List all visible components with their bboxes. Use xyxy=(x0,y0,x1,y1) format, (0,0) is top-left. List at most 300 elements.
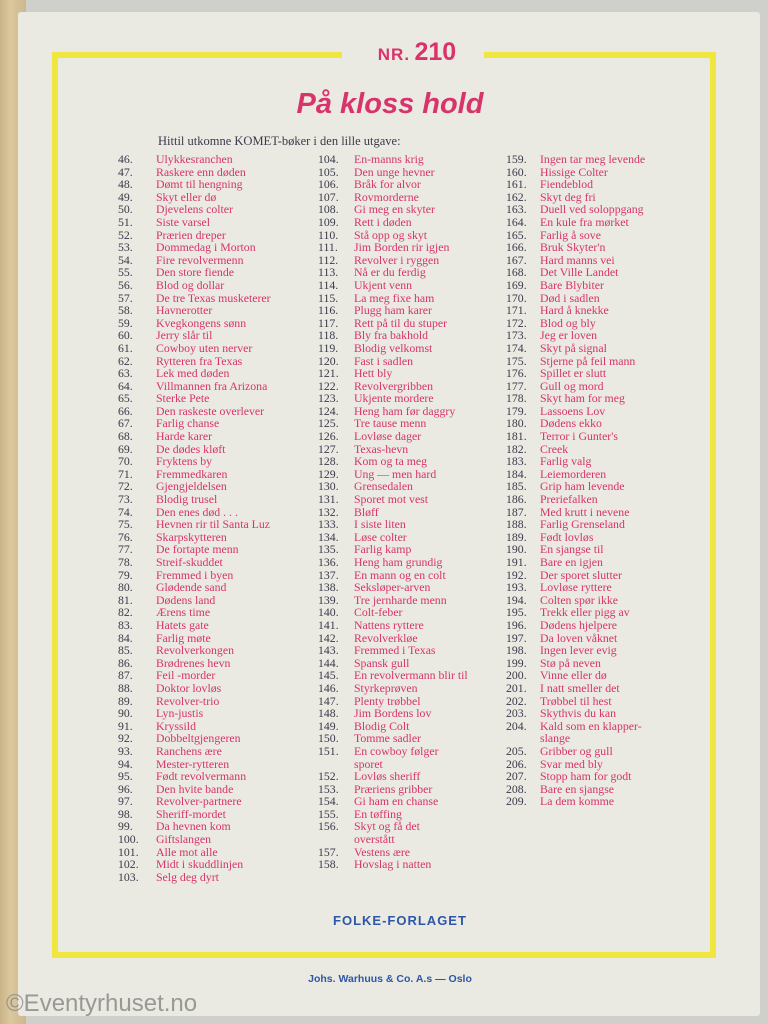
book-title-entry: Rovmorderne xyxy=(354,189,419,204)
book-number: 190. xyxy=(506,542,527,557)
book-title-entry: Hissige Colter xyxy=(540,164,608,179)
book-title-entry: Gjengjeldelsen xyxy=(156,479,227,494)
book-list-item xyxy=(118,304,318,317)
book-number: 77. xyxy=(118,542,133,557)
book-title-entry: Hevnen rir til Santa Luz xyxy=(156,517,271,532)
book-number: 87. xyxy=(118,668,133,683)
book-number: 66. xyxy=(118,403,133,418)
book-number: 69. xyxy=(118,441,133,456)
book-number: 85. xyxy=(118,643,133,658)
book-number: 72. xyxy=(118,479,133,494)
book-number: 102. xyxy=(118,857,139,872)
book-number: 109. xyxy=(318,214,339,229)
book-list-item xyxy=(118,443,318,456)
book-number: 169. xyxy=(506,277,527,292)
book-number: 130. xyxy=(318,479,339,494)
book-title-entry: Bare Blybiter xyxy=(540,277,604,292)
book-number: 52. xyxy=(118,227,133,242)
book-list-item xyxy=(318,518,514,531)
book-title-entry: Ingen lever evig xyxy=(540,643,617,658)
book-title-entry: Doktor lovløs xyxy=(156,680,222,695)
book-title-entry: Hatets gate xyxy=(156,617,209,632)
book-title-entry: Den enes død . . . xyxy=(156,504,238,519)
book-list-item xyxy=(118,279,318,292)
book-list-item xyxy=(506,644,716,657)
book-list-item xyxy=(118,770,318,783)
book-number: 193. xyxy=(506,580,527,595)
book-title-entry: Dobbeltgjengeren xyxy=(156,731,241,746)
book-title-entry: Ulykkesranchen xyxy=(156,152,233,166)
book-list-item xyxy=(318,468,514,481)
book-list-item xyxy=(506,430,716,443)
book-title-entry: Lek med døden xyxy=(156,366,230,381)
book-number: 126. xyxy=(318,429,339,444)
book-list-item xyxy=(506,657,716,670)
book-list-item xyxy=(318,153,514,166)
book-number: 120. xyxy=(318,353,339,368)
book-number: 187. xyxy=(506,504,527,519)
book-title-entry: Feil -morder xyxy=(156,668,216,683)
book-list-item xyxy=(318,820,514,833)
book-title-entry: Styrkeprøven xyxy=(354,680,418,695)
book-title-entry: Blod og bly xyxy=(540,315,596,330)
book-number: 173. xyxy=(506,328,527,343)
book-number: 75. xyxy=(118,517,133,532)
book-list-item xyxy=(318,581,514,594)
book-number: 197. xyxy=(506,630,527,645)
book-number: 54. xyxy=(118,252,133,267)
book-list-item xyxy=(118,417,318,430)
book-list-item xyxy=(318,355,514,368)
book-list-item xyxy=(506,166,716,179)
book-list-item xyxy=(318,795,514,808)
book-title-entry: Stå opp og skyt xyxy=(354,227,428,242)
book-number: 166. xyxy=(506,240,527,255)
book-number: 122. xyxy=(318,378,339,393)
book-number: 55. xyxy=(118,265,133,280)
book-title-entry: Skythvis du kan xyxy=(540,706,617,721)
book-list-item xyxy=(318,506,514,519)
book-list-item xyxy=(118,682,318,695)
book-title-entry: Tomme sadler xyxy=(354,731,421,746)
book-list-item xyxy=(118,367,318,380)
book-list-item xyxy=(118,745,318,758)
book-number: 185. xyxy=(506,479,527,494)
book-list-item xyxy=(318,858,514,871)
book-title-entry: Jim Borden rir igjen xyxy=(354,240,450,255)
book-title-entry: Grensedalen xyxy=(354,479,413,494)
book-title-entry: Hard manns vei xyxy=(540,252,615,267)
book-title-entry: Farlig å sove xyxy=(540,227,601,242)
book-number: 141. xyxy=(318,617,339,632)
book-number: 80. xyxy=(118,580,133,595)
book-list-item xyxy=(118,695,318,708)
book-number: 148. xyxy=(318,706,339,721)
book-number: 137. xyxy=(318,567,339,582)
book-title-entry: Alle mot alle xyxy=(156,844,218,859)
book-number: 174. xyxy=(506,340,527,355)
book-title-entry: Nå er du ferdig xyxy=(354,265,426,280)
book-number: 180. xyxy=(506,416,527,431)
book-list-item xyxy=(506,317,716,330)
book-number: 154. xyxy=(318,794,339,809)
book-number: 99. xyxy=(118,819,133,834)
book-title-entry: En tøffing xyxy=(354,806,402,821)
book-number: 82. xyxy=(118,605,133,620)
book-number: 110. xyxy=(318,227,339,242)
book-number: 156. xyxy=(318,819,339,834)
book-number: 159. xyxy=(506,152,527,166)
book-number: 191. xyxy=(506,555,527,569)
book-title-entry: Spansk gull xyxy=(354,655,410,670)
book-number: 179. xyxy=(506,403,527,418)
book-list-item xyxy=(506,707,716,720)
book-title-entry: Glødende sand xyxy=(156,580,227,595)
book-title-entry: Lyn-justis xyxy=(156,706,204,721)
book-number: 132. xyxy=(318,504,339,519)
book-title-entry: Lovløse ryttere xyxy=(540,580,612,595)
book-list-item xyxy=(506,531,716,544)
book-title-entry: Revolver i ryggen xyxy=(354,252,440,267)
book-list-item xyxy=(318,594,514,607)
book-number: 124. xyxy=(318,403,339,418)
book-number: 111. xyxy=(318,240,338,255)
book-list-item xyxy=(506,266,716,279)
book-number: 65. xyxy=(118,391,133,406)
book-title-entry: Plugg ham karer xyxy=(354,303,432,318)
book-title-entry: Farlig kamp xyxy=(354,542,412,557)
book-title-entry: Fast i sadlen xyxy=(354,353,413,368)
book-number: 81. xyxy=(118,592,133,607)
intro-text: Hittil utkomne KOMET-bøker i den lille utgave: xyxy=(158,134,401,148)
book-number: 73. xyxy=(118,492,133,507)
book-title-entry: Kvegkongens sønn xyxy=(156,315,247,330)
book-title-entry: Tre jernharde menn xyxy=(354,592,447,607)
book-title-entry: Der sporet slutter xyxy=(540,567,622,582)
book-number: 199. xyxy=(506,655,527,670)
book-list-item xyxy=(118,153,318,166)
book-list-item xyxy=(118,644,318,657)
book-number: 151. xyxy=(318,743,339,758)
book-list-item xyxy=(506,455,716,468)
book-title-entry: Stø på neven xyxy=(540,655,601,670)
book-list-item xyxy=(118,216,318,229)
book-number: 94. xyxy=(118,756,133,771)
book-number: 183. xyxy=(506,454,527,469)
book-title-entry: Da hevnen kom xyxy=(156,819,231,834)
book-title-entry: Nattens ryttere xyxy=(354,617,424,632)
book-title-entry: Villmannen fra Arizona xyxy=(156,378,268,393)
book-title-entry: I siste liten xyxy=(354,517,406,532)
book-title-entry: Texas-hevn xyxy=(354,441,409,456)
book-number: 189. xyxy=(506,529,527,544)
book-number: 176. xyxy=(506,366,527,381)
book-title-entry: Født lovløs xyxy=(540,529,594,544)
book-list-item xyxy=(506,367,716,380)
book-list-item xyxy=(118,833,318,846)
book-number: 178. xyxy=(506,391,527,406)
book-list-item xyxy=(506,745,716,758)
book-number: 95. xyxy=(118,769,133,784)
book-number: 200. xyxy=(506,668,527,683)
book-number: 60. xyxy=(118,328,133,343)
book-number: 201. xyxy=(506,680,527,695)
book-title-entry: Lassoens Lov xyxy=(540,403,606,418)
book-title-entry: Fremmed i Texas xyxy=(354,643,436,658)
book-title-entry: Hett bly xyxy=(354,366,393,381)
book-list-item xyxy=(506,581,716,594)
book-number: 58. xyxy=(118,303,133,318)
book-number: 206. xyxy=(506,756,527,771)
book-number: 205. xyxy=(506,743,527,758)
book-number: 149. xyxy=(318,718,339,733)
book-number: 88. xyxy=(118,680,133,695)
book-list-item xyxy=(506,770,716,783)
book-number: 86. xyxy=(118,655,133,670)
book-list-item xyxy=(118,380,318,393)
book-number: 90. xyxy=(118,706,133,721)
book-list-item xyxy=(318,304,514,317)
book-title-entry: Blodig Colt xyxy=(354,718,410,733)
book-list-item xyxy=(506,405,716,418)
book-number: 98. xyxy=(118,806,133,821)
book-number: 89. xyxy=(118,693,133,708)
book-title-entry: Den raskeste overlever xyxy=(156,403,265,418)
book-title-entry: Farlig chanse xyxy=(156,416,220,431)
book-number: 105. xyxy=(318,164,339,179)
book-number: 91. xyxy=(118,718,133,733)
book-title-entry: Gi meg en skyter xyxy=(354,202,435,217)
book-title-entry: Stjerne på feil mann xyxy=(540,353,636,368)
book-list-item xyxy=(318,241,514,254)
book-title-entry: Ærens time xyxy=(156,605,211,620)
book-number: 125. xyxy=(318,416,339,431)
book-list-item xyxy=(318,745,514,758)
book-number: 186. xyxy=(506,492,527,507)
book-number: 139. xyxy=(318,592,339,607)
book-title-entry: Grip ham levende xyxy=(540,479,625,494)
book-number: 64. xyxy=(118,378,133,393)
book-title-entry: Siste varsel xyxy=(156,214,211,229)
book-title-entry: Hard å knekke xyxy=(540,303,609,318)
book-number: 146. xyxy=(318,680,339,695)
book-number: 163. xyxy=(506,202,527,217)
book-number: 92. xyxy=(118,731,133,746)
book-title-entry: Creek xyxy=(540,441,569,456)
book-title-entry: Dødens hjelpere xyxy=(540,617,617,632)
book-number: 74. xyxy=(118,504,133,519)
book-number: 161. xyxy=(506,177,527,192)
frame-top-right xyxy=(484,52,716,58)
book-number: 128. xyxy=(318,454,339,469)
book-number: 204. xyxy=(506,718,527,733)
book-title-entry: Bråk for alvor xyxy=(354,177,421,192)
book-title-entry: Blod og dollar xyxy=(156,277,225,292)
book-number: 123. xyxy=(318,391,339,406)
book-title-entry: Med krutt i nevene xyxy=(540,504,630,519)
book-title-entry: Streif-skuddet xyxy=(156,555,223,569)
book-number: 168. xyxy=(506,265,527,280)
book-title-entry: Farlig valg xyxy=(540,454,592,469)
book-title-entry: Leiemorderen xyxy=(540,466,607,481)
book-title-entry: Selg deg dyrt xyxy=(156,869,219,884)
book-number: 136. xyxy=(318,555,339,569)
book-list-item xyxy=(506,619,716,632)
book-title-entry: I natt smeller det xyxy=(540,680,620,695)
book-title-entry: La meg fixe ham xyxy=(354,290,435,305)
book-title-entry: Revolver-partnere xyxy=(156,794,242,809)
book-title-entry: Vestens ære xyxy=(354,844,411,859)
book-list-item xyxy=(506,682,716,695)
book-title-entry: Gi ham en chanse xyxy=(354,794,439,809)
book-number: 121. xyxy=(318,366,339,381)
book-list-item xyxy=(118,657,318,670)
book-number: 143. xyxy=(318,643,339,658)
book-number: 107. xyxy=(318,189,339,204)
issue-number-label: NR. xyxy=(377,45,411,64)
book-title-entry: slange xyxy=(540,731,571,746)
book-number: 181. xyxy=(506,429,527,444)
book-title-entry: Kald som en klapper- xyxy=(540,718,642,733)
book-title-entry: Gribber og gull xyxy=(540,743,613,758)
book-number: 108. xyxy=(318,202,339,217)
book-title-entry: Skyt ham for meg xyxy=(540,391,625,406)
book-list-item xyxy=(318,216,514,229)
book-title-entry: Skyt eller dø xyxy=(156,189,217,204)
book-number: 48. xyxy=(118,177,133,192)
book-list-item xyxy=(506,355,716,368)
book-title-entry: Farlig Grenseland xyxy=(540,517,625,532)
book-number: 103. xyxy=(118,869,139,884)
book-number: 114. xyxy=(318,277,339,292)
book-title-entry: Dømt til hengning xyxy=(156,177,243,192)
book-title-entry: Blodig velkomst xyxy=(354,340,433,355)
publisher-name: FOLKE-FORLAGET xyxy=(333,913,467,928)
book-number: 93. xyxy=(118,743,133,758)
book-list-item xyxy=(118,606,318,619)
book-title-entry: La dem komme xyxy=(540,794,615,809)
book-list-item xyxy=(318,682,514,695)
book-list-item xyxy=(506,493,716,506)
book-title-entry: Heng ham før daggry xyxy=(354,403,456,418)
book-number: 57. xyxy=(118,290,133,305)
book-number: 162. xyxy=(506,189,527,204)
book-title-entry: Ranchens ære xyxy=(156,743,222,758)
book-list-item xyxy=(506,229,716,242)
book-number: 202. xyxy=(506,693,527,708)
book-title-entry: Ukjent venn xyxy=(354,277,412,292)
book-title-entry: Dommedag i Morton xyxy=(156,240,256,255)
book-list-item xyxy=(118,707,318,720)
book-title-entry: Lovløse dager xyxy=(354,429,422,444)
book-number: 135. xyxy=(318,542,339,557)
book-list-item xyxy=(118,317,318,330)
book-title-entry: Havnerotter xyxy=(156,303,213,318)
book-title-entry: Rett på til du stuper xyxy=(354,315,448,330)
book-number: 208. xyxy=(506,781,527,796)
book-title-entry: Fryktens by xyxy=(156,454,213,469)
book-title-entry: Fiendeblod xyxy=(540,177,594,192)
book-title-entry: Det Ville Landet xyxy=(540,265,619,280)
book-title-entry: Bare en igjen xyxy=(540,555,603,569)
issue-number xyxy=(354,38,480,67)
book-title-entry: Revolver-trio xyxy=(156,693,220,708)
book-number: 47. xyxy=(118,164,133,179)
book-number: 101. xyxy=(118,844,139,859)
book-list-item xyxy=(118,203,318,216)
book-list-item xyxy=(118,795,318,808)
book-list-item xyxy=(506,556,716,569)
book-number: 145. xyxy=(318,668,339,683)
book-list-item xyxy=(318,644,514,657)
book-title-entry: Sporet mot vest xyxy=(354,492,429,507)
book-list-item xyxy=(118,455,318,468)
book-title-entry: Seksløper-arven xyxy=(354,580,431,595)
book-list-item xyxy=(506,543,716,556)
book-number: 96. xyxy=(118,781,133,796)
book-title-entry: En revolvermann blir til xyxy=(354,668,468,683)
book-title-entry: Ukjente mordere xyxy=(354,391,434,406)
book-number: 196. xyxy=(506,617,527,632)
book-title-entry: Trøbbel til hest xyxy=(540,693,612,708)
book-list-item xyxy=(118,518,318,531)
book-title-entry: Fire revolvermenn xyxy=(156,252,244,267)
book-list-item xyxy=(318,493,514,506)
book-title-entry: Midt i skuddlinjen xyxy=(156,857,244,872)
book-list-item xyxy=(506,392,716,405)
book-number: 172. xyxy=(506,315,527,330)
book-number: 171. xyxy=(506,303,527,318)
book-title-entry: Revolverkløe xyxy=(354,630,418,645)
book-title-entry: En sjangse til xyxy=(540,542,604,557)
book-number: 67. xyxy=(118,416,133,431)
book-number: 71. xyxy=(118,466,133,481)
book-title-entry: Hovslag i natten xyxy=(354,857,432,872)
book-number: 164. xyxy=(506,214,527,229)
book-list-item xyxy=(506,329,716,342)
book-number: 127. xyxy=(318,441,339,456)
book-title-entry: Svar med bly xyxy=(540,756,603,771)
book-number: 63. xyxy=(118,366,133,381)
book-list-item xyxy=(506,241,716,254)
book-title-entry: Død i sadlen xyxy=(540,290,600,305)
book-number: 61. xyxy=(118,340,133,355)
book-number: 117. xyxy=(318,315,339,330)
book-title-entry: Duell ved soloppgang xyxy=(540,202,644,217)
book-title-entry: Revolvergribben xyxy=(354,378,434,393)
book-list-item xyxy=(506,153,716,166)
book-number: 194. xyxy=(506,592,527,607)
book-list-item xyxy=(118,178,318,191)
book-number: 46. xyxy=(118,152,133,166)
book-title-entry: En kule fra mørket xyxy=(540,214,629,229)
book-number: 167. xyxy=(506,252,527,267)
book-list-item xyxy=(318,392,514,405)
book-number: 129. xyxy=(318,466,339,481)
book-number: 56. xyxy=(118,277,133,292)
book-title-entry: Preriefalken xyxy=(540,492,598,507)
book-list-item xyxy=(318,556,514,569)
book-title-entry: Jeg er loven xyxy=(540,328,597,343)
book-title-entry: Gull og mord xyxy=(540,378,604,393)
book-number: 165. xyxy=(506,227,527,242)
book-number: 62. xyxy=(118,353,133,368)
book-title-entry: Løse colter xyxy=(354,529,407,544)
book-list-item xyxy=(318,770,514,783)
book-list-item xyxy=(506,795,716,808)
book-number: 184. xyxy=(506,466,527,481)
book-number: 203. xyxy=(506,706,527,721)
